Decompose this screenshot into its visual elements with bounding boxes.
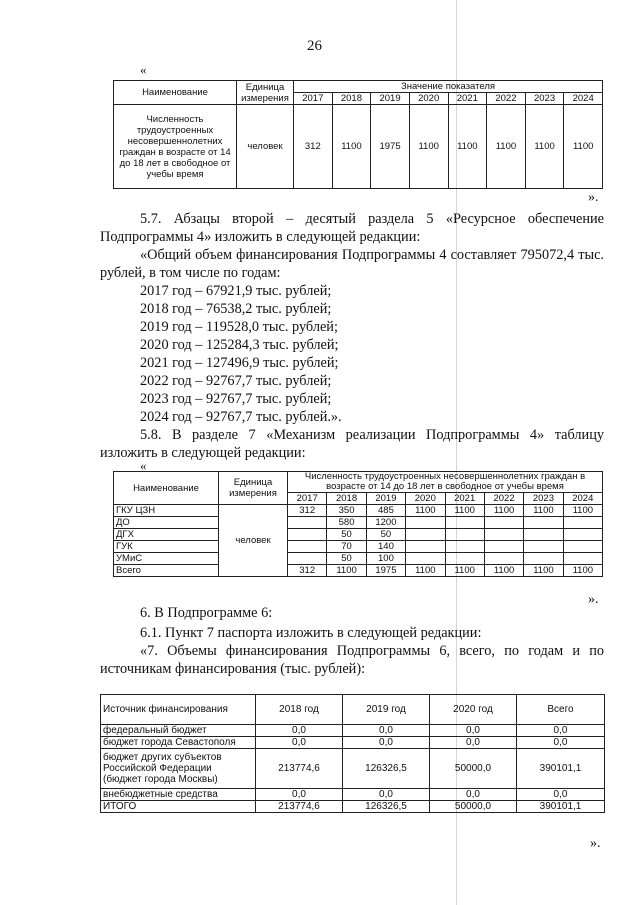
value-cell: [524, 529, 563, 541]
value-cell: 1975: [371, 105, 410, 189]
funding-year: 2017 год – 67921,9 тыс. рублей;: [140, 283, 332, 299]
row-name: УМиС: [114, 553, 219, 565]
value-cell: [563, 553, 602, 565]
value-cell: [445, 553, 484, 565]
value-cell: [288, 541, 327, 553]
value-cell: [484, 541, 523, 553]
header-total: Всего: [517, 695, 605, 725]
funding-years-list: [140, 282, 342, 426]
year-cell: 2024: [563, 493, 602, 505]
source-name: бюджет других субъектов Российской Федерации (бюджет города Москвы): [101, 749, 256, 789]
header-year: 2018 год: [256, 695, 343, 725]
value-cell: 350: [327, 505, 366, 517]
paragraph-7: «7. Объемы финансирования Подпрограммы 6, всего, по годам и по источникам финансирования (тыс. рублей):: [100, 643, 604, 677]
year-cell: 2023: [525, 93, 564, 105]
row-name: ДО: [114, 517, 219, 529]
funding-year: 2019 год – 119528,0 тыс. рублей;: [140, 319, 338, 335]
row-name: Всего: [114, 565, 219, 577]
value-cell: 213774,6: [256, 801, 343, 813]
value-cell: 485: [366, 505, 405, 517]
value-cell: 312: [288, 505, 327, 517]
value-cell: 1100: [484, 565, 523, 577]
value-cell: [524, 541, 563, 553]
year-cell: 2020: [406, 493, 445, 505]
row-name: Численность трудоустроенных несовершеннолетних граждан в возрасте от 14 до 18 лет в свободное от учебы время: [114, 105, 237, 189]
value-cell: 126326,5: [343, 801, 430, 813]
value-cell: [445, 529, 484, 541]
year-cell: 2018: [332, 93, 371, 105]
value-cell: 312: [294, 105, 333, 189]
funding-year: 2018 год – 76538,2 тыс. рублей;: [140, 301, 332, 317]
funding-year: 2022 год – 92767,7 тыс. рублей;: [140, 373, 332, 389]
value-cell: 1100: [448, 105, 487, 189]
value-cell: [524, 553, 563, 565]
value-cell: 0,0: [517, 725, 605, 737]
value-cell: 0,0: [430, 725, 517, 737]
value-cell: 312: [288, 565, 327, 577]
value-cell: [484, 529, 523, 541]
value-cell: [445, 541, 484, 553]
header-year: 2019 год: [343, 695, 430, 725]
source-name: федеральный бюджет: [101, 725, 256, 737]
header-name: Наименование: [114, 472, 219, 505]
value-cell: 1100: [409, 105, 448, 189]
row-name: ГУК: [114, 541, 219, 553]
row-name: ГКУ ЦЗН: [114, 505, 219, 517]
value-cell: 0,0: [430, 789, 517, 801]
value-cell: 50: [327, 529, 366, 541]
value-cell: [563, 541, 602, 553]
paragraph-5-7: 5.7. Абзацы второй – десятый раздела 5 «Ресурсное обеспечение Подпрограммы 4» изложить в следующей редакции:: [100, 211, 604, 245]
header-value: Значение показателя: [294, 81, 603, 93]
value-cell: 50000,0: [430, 801, 517, 813]
value-cell: 580: [327, 517, 366, 529]
value-cell: [524, 517, 563, 529]
header-year: 2020 год: [430, 695, 517, 725]
header-unit: Единица измерения: [219, 472, 288, 505]
indicator-table: [113, 80, 603, 189]
value-cell: 0,0: [343, 725, 430, 737]
value-cell: [406, 553, 445, 565]
value-cell: 1100: [524, 565, 563, 577]
value-cell: 1100: [327, 565, 366, 577]
value-cell: [288, 517, 327, 529]
quote-open-1: «: [140, 62, 147, 77]
value-cell: 100: [366, 553, 405, 565]
value-cell: 1100: [563, 565, 602, 577]
value-cell: 1200: [366, 517, 405, 529]
value-cell: 0,0: [343, 789, 430, 801]
value-cell: 1100: [445, 505, 484, 517]
year-cell: 2018: [327, 493, 366, 505]
value-cell: 390101,1: [517, 801, 605, 813]
value-cell: [484, 553, 523, 565]
value-cell: 1100: [406, 505, 445, 517]
financing-table: [100, 694, 605, 813]
page-number: 26: [307, 38, 322, 54]
value-cell: 140: [366, 541, 405, 553]
funding-year: 2024 год – 92767,7 тыс. рублей.».: [140, 409, 342, 425]
quote-close-1: ».: [588, 190, 599, 205]
year-cell: 2022: [487, 93, 526, 105]
source-name: ИТОГО: [101, 801, 256, 813]
value-cell: [445, 517, 484, 529]
header-unit: Единица измерения: [237, 81, 294, 105]
value-cell: 0,0: [517, 789, 605, 801]
value-cell: 213774,6: [256, 749, 343, 789]
value-cell: 70: [327, 541, 366, 553]
value-cell: 1100: [484, 505, 523, 517]
value-cell: 126326,5: [343, 749, 430, 789]
year-cell: 2017: [294, 93, 333, 105]
year-cell: 2019: [371, 93, 410, 105]
year-cell: 2022: [484, 493, 523, 505]
year-cell: 2021: [448, 93, 487, 105]
value-cell: 0,0: [256, 737, 343, 749]
value-cell: 0,0: [430, 737, 517, 749]
funding-year: 2023 год – 92767,7 тыс. рублей;: [140, 391, 332, 407]
value-cell: [484, 517, 523, 529]
quote-open-2: «: [140, 458, 147, 473]
value-cell: 1975: [366, 565, 405, 577]
mechanism-table: [113, 471, 603, 577]
value-cell: 0,0: [256, 789, 343, 801]
row-unit: человек: [219, 505, 288, 577]
quote-close-3: ».: [590, 836, 601, 851]
row-unit: человек: [237, 105, 294, 189]
value-cell: 50: [366, 529, 405, 541]
header-value: Численность трудоустроенных несовершеннолетних граждан в возрасте от 14 до 18 лет в свободное от учебы время: [288, 472, 603, 493]
value-cell: [563, 529, 602, 541]
year-cell: 2024: [564, 93, 603, 105]
source-name: бюджет города Севастополя: [101, 737, 256, 749]
value-cell: [406, 541, 445, 553]
value-cell: 390101,1: [517, 749, 605, 789]
funding-year: 2020 год – 125284,3 тыс. рублей;: [140, 337, 339, 353]
value-cell: [406, 529, 445, 541]
value-cell: 1100: [487, 105, 526, 189]
header-name: Наименование: [114, 81, 237, 105]
year-cell: 2019: [366, 493, 405, 505]
year-cell: 2020: [409, 93, 448, 105]
value-cell: 1100: [564, 105, 603, 189]
funding-year: 2021 год – 127496,9 тыс. рублей;: [140, 355, 339, 371]
value-cell: 1100: [524, 505, 563, 517]
value-cell: 1100: [406, 565, 445, 577]
value-cell: [406, 517, 445, 529]
year-cell: 2023: [524, 493, 563, 505]
value-cell: 50000,0: [430, 749, 517, 789]
value-cell: 1100: [563, 505, 602, 517]
value-cell: 1100: [445, 565, 484, 577]
year-cell: 2021: [445, 493, 484, 505]
value-cell: 0,0: [517, 737, 605, 749]
paragraph-5-8: 5.8. В разделе 7 «Механизм реализации Подпрограммы 4» таблицу изложить в следующей редакции:: [100, 427, 604, 461]
year-cell: 2017: [288, 493, 327, 505]
paragraph-6-1: 6.1. Пункт 7 паспорта изложить в следующей редакции:: [140, 625, 482, 641]
row-name: ДГХ: [114, 529, 219, 541]
paragraph-total: «Общий объем финансирования Подпрограммы 4 составляет 795072,4 тыс. рублей, в том числе по годам:: [100, 247, 604, 281]
value-cell: 1100: [525, 105, 564, 189]
header-source: Источник финансирования: [101, 695, 256, 725]
paragraph-6: 6. В Подпрограмме 6:: [140, 605, 273, 621]
value-cell: [288, 529, 327, 541]
value-cell: [288, 553, 327, 565]
value-cell: 50: [327, 553, 366, 565]
value-cell: 1100: [332, 105, 371, 189]
value-cell: 0,0: [256, 725, 343, 737]
value-cell: 0,0: [343, 737, 430, 749]
value-cell: [563, 517, 602, 529]
quote-close-2: ».: [588, 592, 599, 607]
source-name: внебюджетные средства: [101, 789, 256, 801]
